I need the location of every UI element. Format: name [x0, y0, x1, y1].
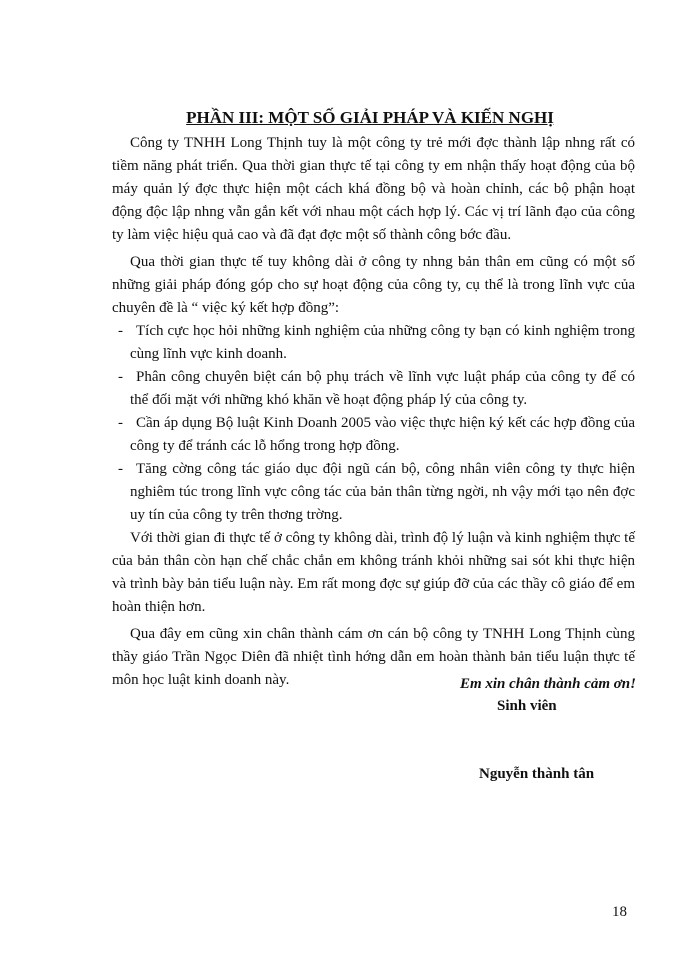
list-item: [112, 458, 635, 527]
bullet-dash: -: [118, 461, 123, 477]
bullet-dash: -: [118, 323, 123, 339]
list-item-text: Tích cực học hỏi những kinh nghiệm của những công ty bạn có kinh nghiệm trong cùng lĩnh vực kinh doanh.: [130, 323, 635, 362]
paragraph-thanks: Qua đây em cũng xin chân thành cám ơn cán bộ công ty TNHH Long Thịnh cùng thầy giáo Trần Ngọc Diên đã nhiệt tình hớng dẫn em hoàn thành bản tiểu luận thực tế môn học luật kinh doanh này.: [112, 626, 635, 688]
list-item: [112, 412, 635, 458]
page-number: 18: [612, 904, 627, 920]
signature-role: Sinh viên: [497, 698, 557, 714]
paragraph-limitations: Với thời gian đi thực tế ở công ty không dài, trình độ lý luận và kinh nghiệm thực tế của bản thân còn hạn chế chắc chắn em không tránh khỏi những sai sót khi thực hiện và trình bày bản tiểu luận này. Em rất mong đợc sự giúp đỡ của các thầy cô giáo để em hoàn thiện hơn.: [112, 530, 635, 615]
list-item-text: Tăng cờng công tác giáo dục đội ngũ cán bộ, công nhân viên công ty thực hiện nghiêm túc trong lĩnh vực công tác của bản thân từng ngời, nh vậy mới tạo nên đợc uy tín của công ty trên thơng trờng.: [130, 461, 635, 523]
bullet-dash: -: [118, 369, 123, 385]
paragraph-solutions: Qua thời gian thực tế tuy không dài ở công ty nhng bản thân em cũng có một số những giải pháp đóng góp cho sự hoạt động của công ty, cụ thể là trong lĩnh vực của chuyên đề là “ việc ký kết hợp đồng”:: [112, 254, 635, 316]
page-title: PHẦN III: MỘT SỐ GIẢI PHÁP VÀ KIẾN NGHỊ: [186, 108, 554, 127]
list-item: [112, 320, 635, 366]
list-item-text: Cần áp dụng Bộ luật Kinh Doanh 2005 vào việc thực hiện ký kết các hợp đồng của công ty để tránh các lỗ hổng trong hợp đồng.: [130, 415, 635, 454]
list-item-text: Phân công chuyên biệt cán bộ phụ trách về lĩnh vực luật pháp của công ty để có thể đối mặt với những khó khăn về hoạt động pháp lý của công ty.: [130, 369, 635, 408]
body-text: [112, 132, 635, 692]
list-item: [112, 366, 635, 412]
signer-name: Nguyễn thành tân: [479, 766, 595, 782]
bullet-dash: -: [118, 415, 123, 431]
paragraph-intro: Công ty TNHH Long Thịnh tuy là một công ty trẻ mới đợc thành lập nhng rất có tiềm năng phát triển. Qua thời gian thực tế tại công ty em nhận thấy hoạt động của bộ máy quản lý đợc thực hiện một cách khá đồng bộ và hoàn chỉnh, các bộ phận hoạt động độc lập nhng vẫn gắn kết với nhau một cách hợp lý. Các vị trí lãnh đạo của công ty làm việc hiệu quả cao và đã đạt đợc một số thành công bớc đầu.: [112, 135, 635, 243]
closing-line: Em xin chân thành cảm ơn!: [459, 676, 636, 692]
